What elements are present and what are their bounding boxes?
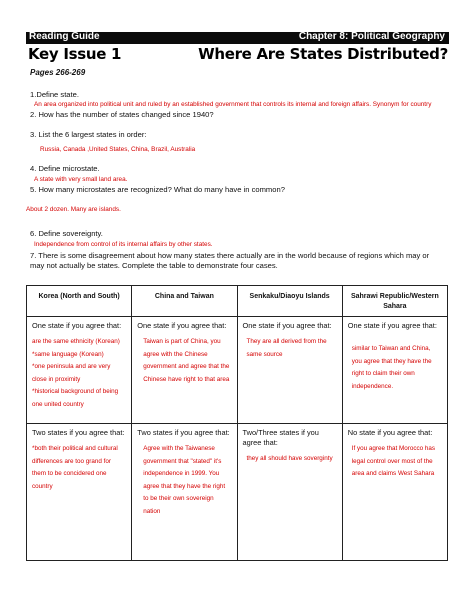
cell-prompt: One state if you agree that:	[242, 321, 332, 330]
table-cell	[342, 317, 447, 424]
question-6: 6. Define sovereignty.	[30, 229, 103, 238]
table-cell	[342, 424, 447, 561]
cell-answer: Taiwan is part of China, you agree with the Chinese government and agree that the Chinese have right to that area	[143, 338, 230, 383]
cell-prompt: Two states if you agree that:	[32, 428, 125, 437]
table-row	[27, 317, 448, 424]
cell-answer: similar to Taiwan and China, you agree that they have the right to claim their own independence.	[351, 345, 432, 390]
cell-answer: If you agree that Morocco has legal control over most of the area and claims West Sahara	[351, 445, 436, 477]
answer-4: A state with very small land area.	[34, 176, 128, 183]
answer-5: About 2 dozen. Many are islands.	[26, 206, 121, 213]
cell-prompt: One state if you agree that:	[32, 321, 122, 330]
states-table	[26, 285, 448, 561]
question-2: 2. How has the number of states changed since 1940?	[30, 110, 214, 119]
cell-prompt: One state if you agree that:	[137, 321, 227, 330]
cell-prompt: One state if you agree that:	[347, 321, 437, 330]
header-band	[26, 32, 449, 44]
cell-answer: *both their political and cultural differences are too grand for them to be concidered one country	[32, 445, 118, 490]
cell-prompt: Two/Three states if you agree that:	[242, 428, 319, 447]
question-5: 5. How many microstates are recognized? What do many have in common?	[30, 185, 285, 194]
band-left-label: Reading Guide	[29, 31, 100, 42]
col-header-senkaku: Senkaku/Diaoyu Islands	[237, 286, 342, 317]
table-cell	[132, 317, 237, 424]
table-row	[27, 424, 448, 561]
band-right-label: Chapter 8: Political Geography	[298, 31, 445, 42]
cell-answer: they all should have soverginty	[246, 455, 333, 462]
answer-6: Independence from control of its internal affairs by other states.	[34, 241, 213, 248]
question-4: 4. Define microstate.	[30, 164, 100, 173]
table-header-row	[27, 286, 448, 317]
question-3: 3. List the 6 largest states in order:	[30, 130, 147, 139]
cell-answer: are the same ethnicity (Korean) *same language (Korean) *one peninsula and are very close in proximity *historical background of being one united country	[32, 338, 120, 408]
col-header-china-taiwan: China and Taiwan	[132, 286, 237, 317]
question-1: 1.Define state.	[30, 90, 79, 99]
doc-title-left: Key Issue 1	[28, 45, 122, 63]
table-cell	[27, 424, 132, 561]
doc-title-right: Where Are States Distributed?	[198, 45, 448, 63]
pages-label: Pages 266-269	[30, 68, 86, 77]
cell-answer: They are all derived from the same source	[246, 338, 327, 358]
question-7: 7. There is some disagreement about how many states there actually are in the world because of regions which may or may not actually be states. Complete the table to demonstrate four cases.	[30, 251, 430, 270]
cell-prompt: Two states if you agree that:	[137, 428, 230, 437]
col-header-korea: Korea (North and South)	[27, 286, 132, 317]
table-cell	[132, 424, 237, 561]
answer-3: Russia, Canada ,United States, China, Brazil, Australia	[40, 146, 196, 153]
table-cell	[237, 424, 342, 561]
cell-prompt: No state if you agree that:	[347, 428, 433, 437]
table-cell	[27, 317, 132, 424]
table-cell	[237, 317, 342, 424]
answer-1: An area organized into political unit and ruled by an established government that controls its internal and foreign affairs. Synonym for country	[34, 101, 432, 108]
col-header-sahrawi: Sahrawi Republic/Western Sahara	[342, 286, 447, 317]
cell-answer: Agree with the Taiwanese government that "stated" it's independence in 1999. You agree that they have the right to be their own sovereign nation	[143, 445, 226, 515]
